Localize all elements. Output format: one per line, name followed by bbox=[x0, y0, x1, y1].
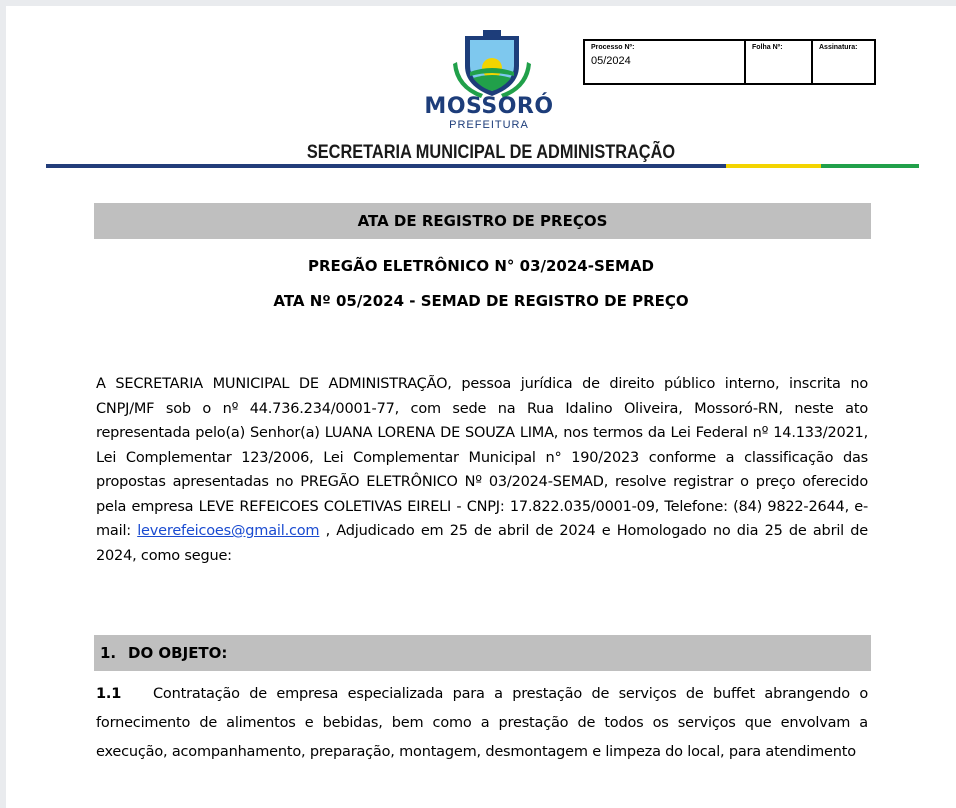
header-stripe-yellow bbox=[726, 164, 821, 168]
document-page bbox=[6, 6, 956, 808]
intro-text-end: , Adjudicado em 25 de abril de 2024 e Homologado no dia 25 de abril de 2024, como segue: bbox=[96, 523, 868, 564]
document-title-bar: ATA DE REGISTRO DE PREÇOS bbox=[94, 203, 871, 239]
process-box bbox=[583, 39, 876, 85]
folha-label: Folha Nº: bbox=[752, 44, 783, 51]
process-number-label: Processo Nº: bbox=[591, 44, 635, 51]
brand-subtitle: PREFEITURA bbox=[449, 119, 529, 131]
header-stripe-green bbox=[821, 164, 919, 168]
assinatura-cell bbox=[813, 41, 874, 83]
item-text: Contratação de empresa especializada para a prestação de serviços de buffet abrangendo o fornecimento de alimentos e bebidas, bem como a prestação de todos os serviços que envolvam a execução, acompanhamento, preparação, montagem, desmontagem e limpeza do local, para atendimento bbox=[96, 686, 868, 760]
header-stripe-blue bbox=[46, 164, 726, 168]
assinatura-label: Assinatura: bbox=[819, 44, 858, 51]
intro-paragraph bbox=[96, 372, 868, 568]
pregao-heading: PREGÃO ELETRÔNICO N° 03/2024-SEMAD bbox=[307, 257, 655, 275]
brand-name: MOSSORÓ bbox=[424, 94, 554, 119]
process-number-cell bbox=[585, 41, 746, 83]
item-number: 1.1 bbox=[96, 686, 122, 702]
mossoro-crest-logo bbox=[453, 28, 531, 100]
section-1-number: 1. bbox=[100, 644, 117, 662]
process-number-value: 05/2024 bbox=[591, 55, 631, 67]
item-1-1-paragraph bbox=[96, 680, 868, 767]
section-1-title: DO OBJETO: bbox=[128, 644, 228, 662]
intro-text: A SECRETARIA MUNICIPAL DE ADMINISTRAÇÃO, pessoa jurídica de direito público interno, inscrita no CNPJ/MF sob o nº 44.736.234/0001-77, com sede na Rua Idalino Oliveira, Mossoró-RN, neste ato representada pelo(a) Senhor(a) LUANA LORENA DE SOUZA LIMA, nos termos da Lei Federal nº 14.133/2021, Lei Complementar 123/2006, Lei Complementar Municipal n° 190/2023 conforme a classificação das propostas apresentadas no PREGÃO ELETRÔNICO Nº 03/2024-SEMAD, resolve registrar o preço oferecido pela empresa LEVE REFEICOES COLETIVAS EIRELI - CNPJ: 17.822.035/0001-09, Telefone: (84) 9822-2644, e-mail: bbox=[96, 376, 868, 539]
section-1-bar bbox=[94, 635, 871, 671]
department-title: SECRETARIA MUNICIPAL DE ADMINISTRAÇÃO bbox=[306, 142, 676, 163]
email-link[interactable]: leverefeicoes@gmail.com bbox=[137, 523, 320, 539]
folha-cell bbox=[746, 41, 813, 83]
ata-heading: ATA Nº 05/2024 - SEMAD DE REGISTRO DE PREÇO bbox=[273, 292, 689, 310]
